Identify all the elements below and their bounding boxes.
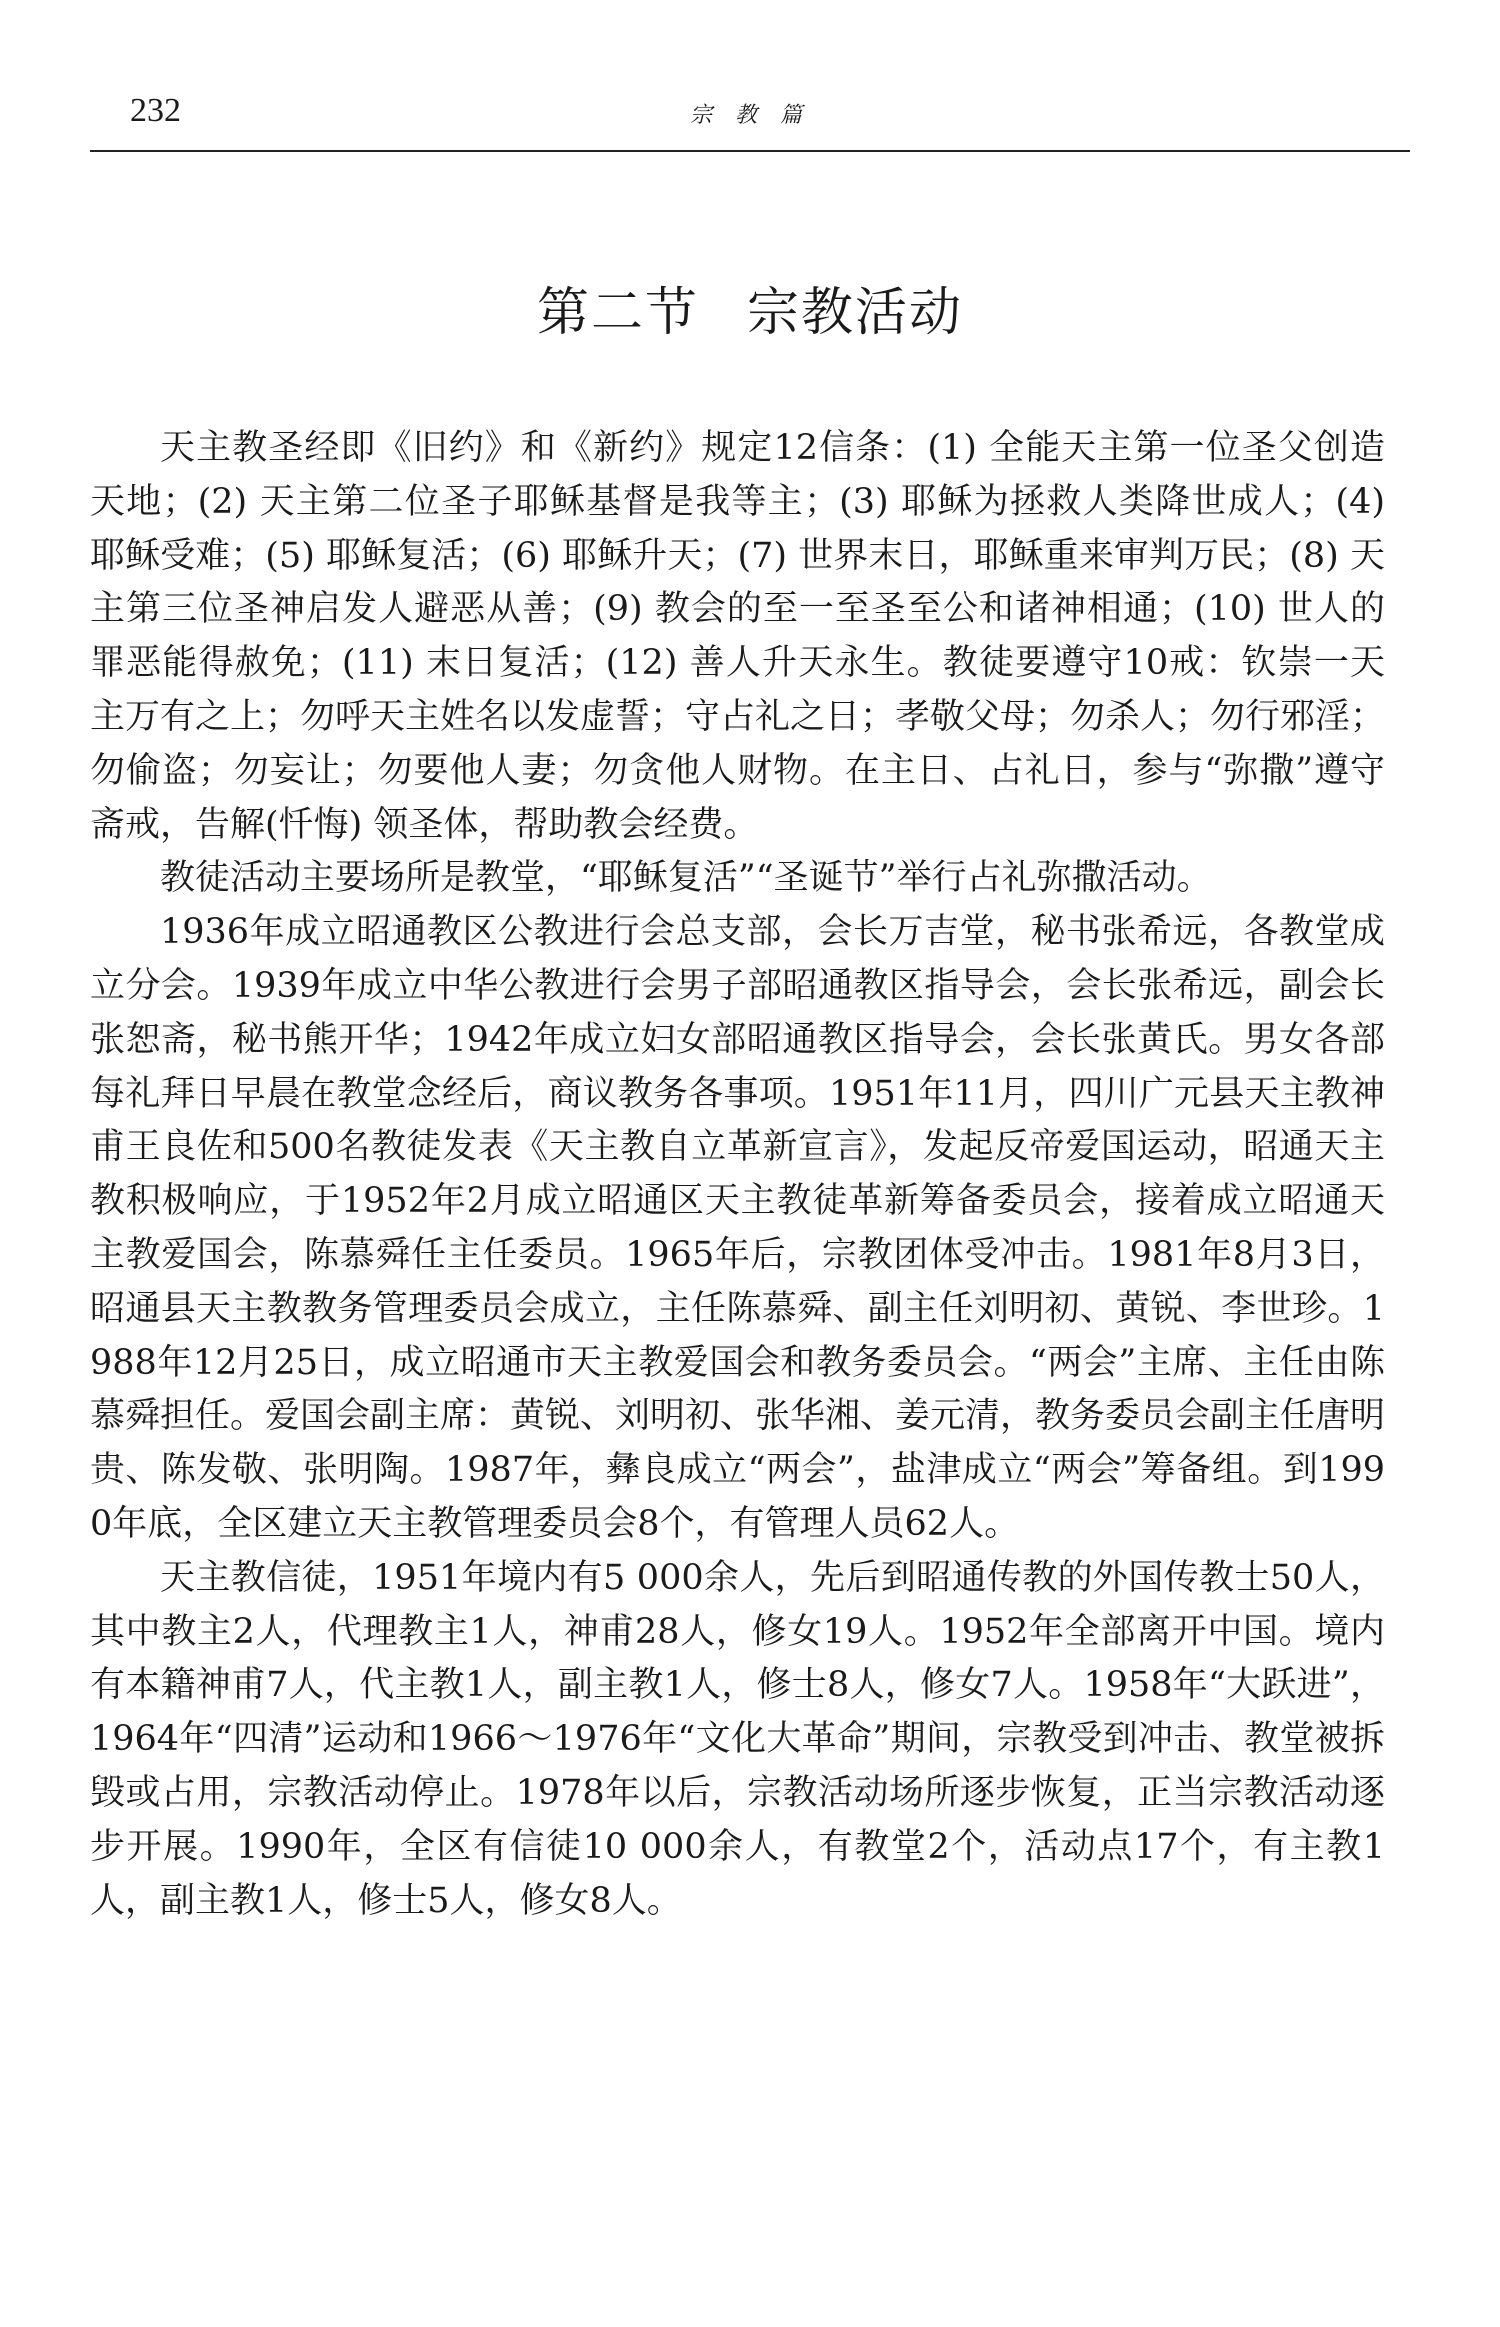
- page-header: [90, 90, 1410, 152]
- paragraph-catholic-creed: 天主教圣经即《旧约》和《新约》规定12信条：(1) 全能天主第一位圣父创造天地；(2) 天主第二位圣子耶稣基督是我等主；(3) 耶稣为拯救人类降世成人；(4) 耶稣受难；(5) 耶稣复活；(6) 耶稣升天；(7) 世界末日，耶稣重来审判万民；(8) 天主第三位圣神启发人避恶从善；(9) 教会的至一至圣至公和诸神相通；(10) 世人的罪恶能得赦免；(11) 末日复活；(12) 善人升天永生。教徒要遵守10戒：钦崇一天主万有之上；勿呼天主姓名以发虚誓；守占礼之日；孝敬父母；勿杀人；勿行邪淫；勿偷盗；勿妄让；勿要他人妻；勿贪他人财物。在主日、占礼日，参与“弥撒”遵守斋戒，告解(忏悔) 领圣体，帮助教会经费。: [90, 428, 1386, 845]
- running-title: 宗 教 篇: [690, 103, 810, 128]
- paragraph-activity-venues: 教徒活动主要场所是教堂，“耶稣复活”“圣诞节”举行占礼弥撒活动。: [160, 858, 1212, 899]
- section-number: 第二节: [536, 283, 699, 343]
- paragraph-believers: 天主教信徒，1951年境内有5 000余人，先后到昭通传教的外国传教士50人，其中教主2人，代理教主1人，神甫28人，修女19人。1952年全部离开中国。境内有本籍神甫7人，代主教1人，副主教1人，修士8人，修女7人。1958年“大跃进”，1964年“四清”运动和1966～1976年“文化大革命”期间，宗教受到冲击、教堂被拆毁或占用，宗教活动停止。1978年以后，宗教活动场所逐步恢复，正当宗教活动逐步开展。1990年，全区有信徒10 000余人，有教堂2个，活动点17个，有主教1人，副主教1人，修士5人，修女8人。: [90, 1557, 1385, 1921]
- section-title: [90, 270, 1410, 345]
- page-number: 232: [130, 92, 181, 129]
- section-name: 宗教活动: [747, 283, 964, 343]
- body-text: [90, 422, 1385, 1928]
- paragraph-organizations: 1936年成立昭通教区公教进行会总支部，会长万吉堂，秘书张希远，各教堂成立分会。1939年成立中华公教进行会男子部昭通教区指导会，会长张希远，副会长张恕斋，秘书熊开华；1942年成立妇女部昭通教区指导会，会长张黄氏。男女各部每礼拜日早晨在教堂念经后，商议教务各事项。1951年11月，四川广元县天主教神甫王良佐和500名教徒发表《天主教自立革新宣言》，发起反帝爱国运动，昭通天主教积极响应，于1952年2月成立昭通区天主教徒革新筹备委员会，接着成立昭通天主教爱国会，陈慕舜任主任委员。1965年后，宗教团体受冲击。1981年8月3日，昭通县天主教教务管理委员会成立，主任陈慕舜、副主任刘明初、黄锐、李世珍。1988年12月25日，成立昭通市天主教爱国会和教务委员会。“两会”主席、主任由陈慕舜担任。爱国会副主席：黄锐、刘明初、张华湘、姜元清，教务委员会副主任唐明贵、陈发敬、张明陶。1987年，彝良成立“两会”，盐津成立“两会”筹备组。到1990年底，全区建立天主教管理委员会8个，有管理人员62人。: [90, 912, 1386, 1544]
